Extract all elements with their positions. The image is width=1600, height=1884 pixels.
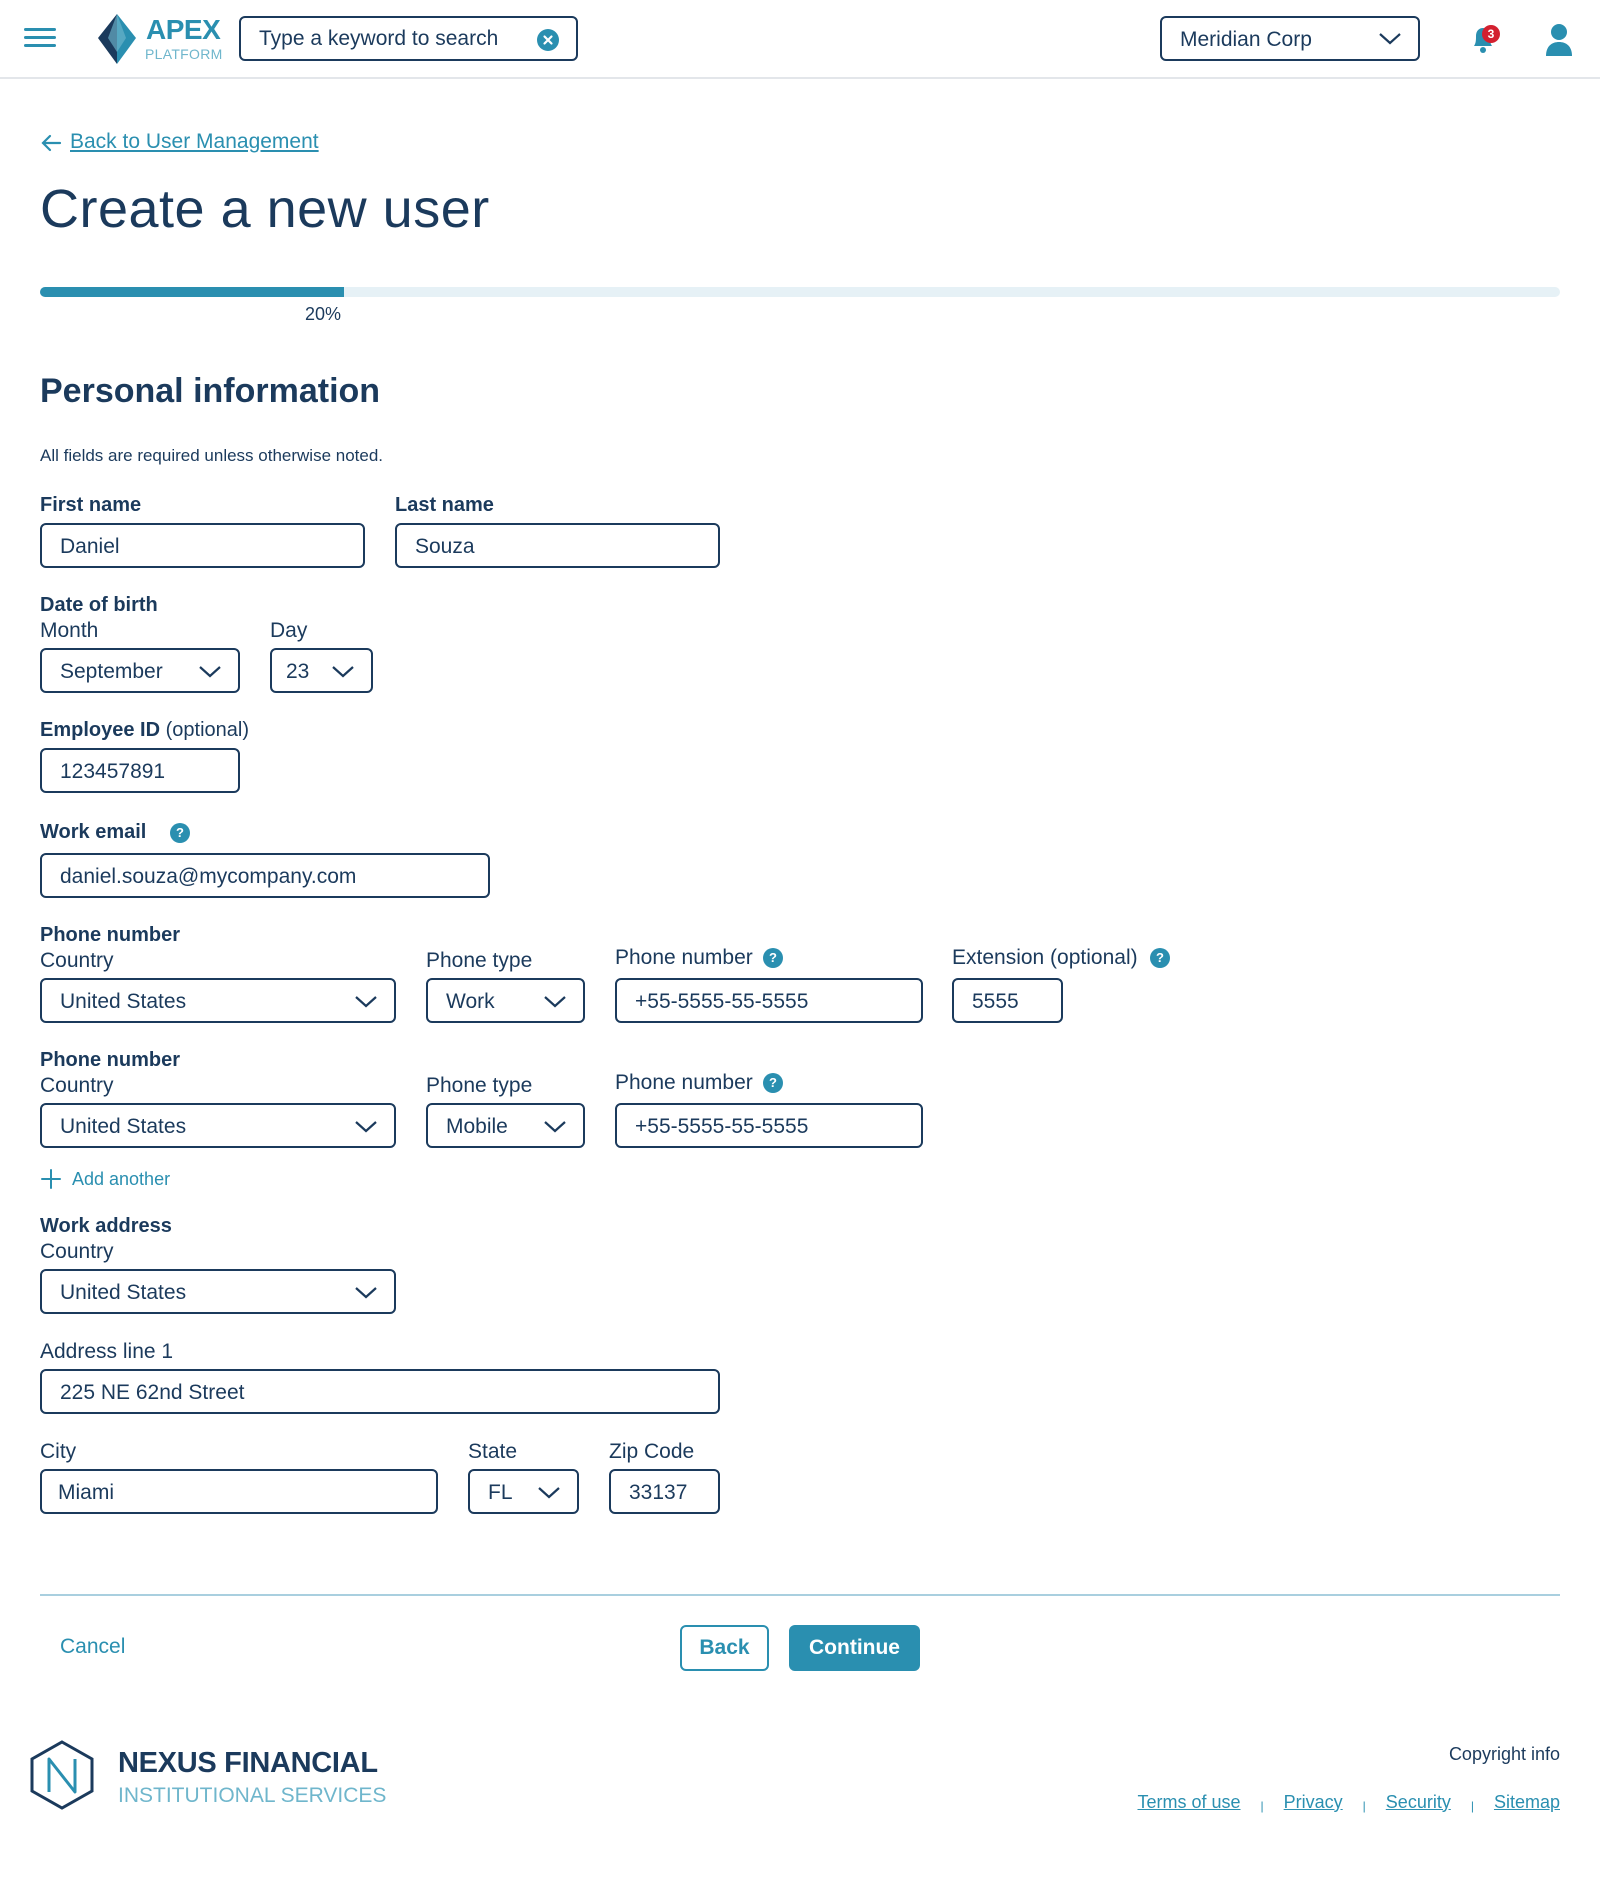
sitemap-link[interactable]: Sitemap <box>1493 1791 1560 1812</box>
city-label: City <box>40 1440 77 1463</box>
chevron-down-icon <box>537 1486 561 1500</box>
first-name-label: First name <box>40 494 142 516</box>
phone-1-type-select[interactable] <box>426 978 585 1023</box>
search-input[interactable] <box>259 27 529 51</box>
phone-1-number-help-icon[interactable]: ? <box>763 948 783 968</box>
work-email-input[interactable] <box>60 864 478 889</box>
required-note: All fields are required unless otherwise noted. <box>40 446 384 465</box>
state-select-value: FL <box>488 1481 513 1504</box>
phone-1-extension-field <box>952 978 1063 1023</box>
phone-2-number-label: Phone number <box>615 1071 753 1094</box>
brand-subtitle: PLATFORM <box>145 46 223 62</box>
footer-links <box>1137 1790 1560 1814</box>
chevron-down-icon <box>354 1286 378 1300</box>
clear-search-icon[interactable] <box>537 29 559 51</box>
employee-id-field <box>40 748 240 793</box>
work-email-field <box>40 853 490 898</box>
work-address-group-label: Work address <box>40 1215 172 1237</box>
organization-select[interactable] <box>1160 16 1420 61</box>
phone-1-country-value: United States <box>60 990 187 1013</box>
employee-id-input[interactable] <box>60 759 228 784</box>
top-header <box>0 0 1600 79</box>
form-divider <box>40 1594 1560 1596</box>
work-email-label: Work email <box>40 821 147 843</box>
phone-2-type-select[interactable] <box>426 1103 585 1148</box>
notification-count-badge: 3 <box>1482 25 1500 43</box>
day-select[interactable] <box>270 648 373 693</box>
city-field <box>40 1469 438 1514</box>
last-name-input[interactable] <box>415 534 708 559</box>
section-title: Personal information <box>40 372 381 410</box>
state-select[interactable] <box>468 1469 579 1514</box>
day-select-value: 23 <box>286 660 310 683</box>
footer-separator: | <box>1362 1799 1366 1813</box>
organization-select-value: Meridian Corp <box>1180 28 1312 51</box>
chevron-down-icon <box>1378 32 1402 46</box>
phone-1-type-label: Phone type <box>426 949 533 972</box>
phone-2-country-select[interactable] <box>40 1103 396 1148</box>
phone-1-number-field <box>615 978 923 1023</box>
add-another-label: Add another <box>72 1169 171 1189</box>
back-button[interactable]: Back <box>680 1625 769 1671</box>
security-link[interactable]: Security <box>1385 1791 1451 1812</box>
address-country-select[interactable] <box>40 1269 396 1314</box>
progress-bar <box>40 287 1560 297</box>
nexus-financial-logo-icon <box>30 1740 94 1810</box>
address-country-label: Country <box>40 1240 114 1263</box>
first-name-field <box>40 523 365 568</box>
apex-diamond-icon <box>98 14 136 64</box>
search-box <box>239 16 578 61</box>
month-select[interactable] <box>40 648 240 693</box>
employee-id-label-text: Employee ID <box>40 719 161 741</box>
phone-1-type-value: Work <box>446 990 495 1013</box>
employee-id-label <box>40 719 249 742</box>
copyright-text: Copyright info <box>1448 1744 1560 1764</box>
phone-1-country-label: Country <box>40 949 114 972</box>
chevron-down-icon <box>543 1120 567 1134</box>
month-label: Month <box>40 619 99 642</box>
phone-2-number-help-icon[interactable]: ? <box>763 1073 783 1093</box>
phone-1-group-label: Phone number <box>40 924 181 946</box>
phone-2-number-field <box>615 1103 923 1148</box>
hamburger-menu-icon[interactable] <box>24 26 56 50</box>
phone-1-number-label: Phone number <box>615 946 753 969</box>
zip-code-field <box>609 1469 720 1514</box>
address-line-1-field <box>40 1369 720 1414</box>
zip-code-input[interactable] <box>629 1480 708 1505</box>
progress-label: 20% <box>305 304 342 324</box>
arrow-left-icon <box>40 134 62 152</box>
progress-bar-fill <box>40 287 344 297</box>
state-label: State <box>468 1440 518 1463</box>
optional-tag: (optional) <box>165 719 249 741</box>
phone-1-extension-label: Extension (optional) <box>952 946 1138 969</box>
footer-separator: | <box>1470 1799 1474 1813</box>
cancel-link[interactable]: Cancel <box>60 1635 126 1658</box>
phone-2-group-label: Phone number <box>40 1049 181 1071</box>
month-select-value: September <box>60 660 163 683</box>
phone-1-extension-input[interactable] <box>972 989 1051 1014</box>
last-name-label: Last name <box>395 494 494 516</box>
footer-company-name: NEXUS FINANCIAL <box>118 1747 378 1779</box>
address-line-1-label: Address line 1 <box>40 1340 174 1363</box>
address-line-1-input[interactable] <box>60 1380 708 1405</box>
extension-help-icon[interactable]: ? <box>1150 948 1170 968</box>
city-input[interactable] <box>58 1480 426 1505</box>
date-of-birth-label: Date of birth <box>40 594 158 616</box>
footer-separator: | <box>1260 1799 1264 1813</box>
brand-name: APEX <box>146 14 221 45</box>
phone-1-country-select[interactable] <box>40 978 396 1023</box>
phone-2-country-label: Country <box>40 1074 114 1097</box>
user-profile-icon[interactable] <box>1544 22 1574 56</box>
phone-2-number-input[interactable] <box>635 1114 911 1139</box>
page-title: Create a new user <box>40 179 490 239</box>
work-email-help-icon[interactable]: ? <box>170 823 190 843</box>
chevron-down-icon <box>198 665 222 679</box>
phone-2-country-value: United States <box>60 1115 187 1138</box>
phone-2-type-value: Mobile <box>446 1115 508 1138</box>
address-country-value: United States <box>60 1281 187 1304</box>
phone-1-number-input[interactable] <box>635 989 911 1014</box>
last-name-field <box>395 523 720 568</box>
chevron-down-icon <box>543 995 567 1009</box>
terms-of-use-link[interactable]: Terms of use <box>1137 1791 1241 1812</box>
continue-button[interactable]: Continue <box>789 1625 920 1671</box>
chevron-down-icon <box>331 665 355 679</box>
privacy-link[interactable]: Privacy <box>1283 1791 1343 1812</box>
chevron-down-icon <box>354 995 378 1009</box>
first-name-input[interactable] <box>60 534 353 559</box>
day-label: Day <box>270 619 308 642</box>
chevron-down-icon <box>354 1120 378 1134</box>
back-link-label: Back to User Management <box>70 130 319 153</box>
plus-icon <box>40 1168 62 1190</box>
phone-2-type-label: Phone type <box>426 1074 533 1097</box>
zip-code-label: Zip Code <box>609 1440 695 1463</box>
apex-platform-logo[interactable] <box>98 14 222 64</box>
footer-company-subtitle: INSTITUTIONAL SERVICES <box>118 1784 387 1807</box>
